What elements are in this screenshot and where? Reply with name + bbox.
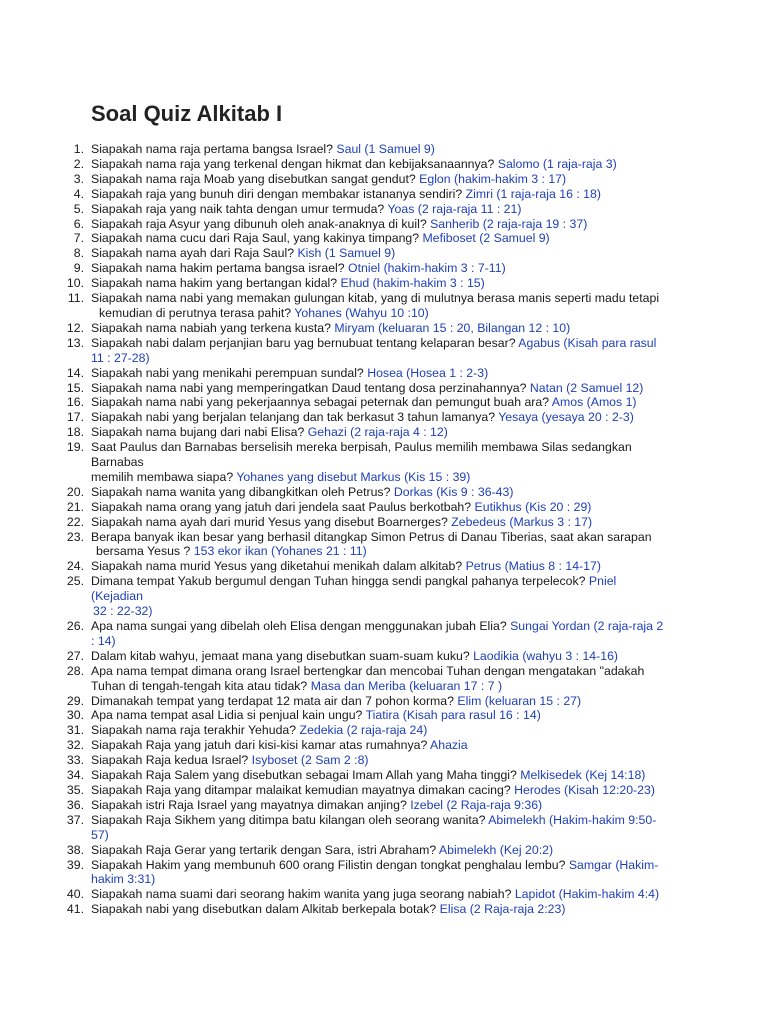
answer-text: Zebedeus (Markus 3 : 17) <box>451 514 593 529</box>
question-line <box>91 559 688 574</box>
question-item <box>0 366 768 381</box>
answer-text: Otniel (hakim-hakim 3 : 7-11) <box>348 261 506 276</box>
question-text: Siapakah Raja yang ditampar malaikat kemudian mayatnya dimakan cacing? <box>91 782 515 797</box>
question-line <box>91 738 688 753</box>
question-text: Apa nama tempat dimana orang Israel bertengkar dan mencobai Tuhan dengan mengatakan "adakah <box>91 663 645 678</box>
question-text: Siapakah nama raja terakhir Yehuda? <box>91 723 300 738</box>
question-line <box>91 157 688 172</box>
question-number: 14. <box>66 365 84 380</box>
question-line <box>91 395 688 410</box>
question-line <box>91 470 688 485</box>
question-line <box>91 679 688 694</box>
question-line <box>91 231 688 246</box>
question-text: Siapakah nama ayah dari Raja Saul? <box>91 246 298 261</box>
question-item <box>0 858 768 888</box>
question-number: 7. <box>73 231 84 246</box>
question-item <box>0 798 768 813</box>
question-line <box>91 202 688 217</box>
question-text: Dimanakah tempat yang terdapat 12 mata air dan 7 pohon korma? <box>91 693 458 708</box>
question-text: Siapakah nama nabi yang memakan gulungan kitab, yang di mulutnya berasa manis seperti madu tetapi <box>91 291 660 306</box>
question-text: Siapakah nabi yang disebutkan dalam Alkitab berkepala botak? <box>91 902 440 917</box>
question-item <box>0 142 768 157</box>
question-item <box>0 157 768 172</box>
question-text: Dalam kitab wahyu, jemaat mana yang disebutkan suam-suam kuku? <box>91 648 474 663</box>
answer-text: Izebel (2 Raja-raja 9:36) <box>410 797 543 812</box>
question-text: Apa nama sungai yang dibelah oleh Elisa dengan menggunakan jubah Elia? <box>91 619 511 633</box>
question-text: Dimana tempat Yakub bergumul dengan Tuhan hingga sendi pangkal pahanya terpelecok? <box>91 574 589 589</box>
answer-text: Pniel <box>588 574 617 589</box>
question-item <box>0 664 768 694</box>
answer-text: Masa dan Meriba (keluaran 17 : 7 ) <box>310 678 503 693</box>
question-line <box>91 306 688 321</box>
question-item <box>0 708 768 723</box>
answer-text: Ahazia <box>430 738 468 753</box>
answer-text: Herodes (Kisah 12:20-23) <box>514 782 655 797</box>
question-item <box>0 440 768 485</box>
question-line <box>91 530 688 545</box>
question-number: 23. <box>66 529 84 544</box>
question-line <box>91 753 688 768</box>
question-text: Siapakah nama raja yang terkenal dengan hikmat dan kebijaksanaannya? <box>91 156 498 171</box>
question-line <box>91 783 688 798</box>
question-number: 32. <box>66 738 84 753</box>
answer-text: (Kejadian <box>91 589 143 604</box>
question-number: 34. <box>66 768 84 783</box>
question-text: Siapakah nama murid Yesus yang diketahui menikah dalam alkitab? <box>91 559 466 574</box>
question-line <box>91 619 688 634</box>
answer-text: Eglon (hakim-hakim 3 : 17) <box>419 171 567 186</box>
question-number: 8. <box>73 246 84 261</box>
question-line <box>91 634 688 649</box>
question-text: Siapakah nama ayah dari murid Yesus yang disebut Boarnerges? <box>91 514 452 529</box>
answer-text: Sungai Yordan (2 raja-raja 2 <box>510 619 664 633</box>
question-line <box>91 410 688 425</box>
answer-text: Lapidot (Hakim-hakim 4:4) <box>514 887 660 902</box>
question-text: Siapakah raja yang bunuh diri dengan membakar istananya sendiri? <box>91 186 466 201</box>
question-line <box>91 723 688 738</box>
question-line <box>91 381 688 396</box>
answer-text: Agabus (Kisah para rasul <box>518 335 657 350</box>
question-item <box>0 515 768 530</box>
answer-text: Isyboset (2 Sam 2 :8) <box>251 753 369 768</box>
answer-text: Mefiboset (2 Samuel 9) <box>422 231 550 246</box>
question-line <box>91 336 688 351</box>
question-text: Apa nama tempat asal Lidia si penjual kain ungu? <box>91 708 366 723</box>
question-item <box>0 843 768 858</box>
question-text: Siapakah Raja Gerar yang tertarik dengan Sara, istri Abraham? <box>91 842 439 857</box>
answer-text: Natan (2 Samuel 12) <box>529 380 644 395</box>
question-number: 3. <box>73 171 84 186</box>
question-number: 16. <box>66 395 84 410</box>
answer-text: Petrus (Matius 8 : 14-17) <box>465 559 601 574</box>
question-text: Siapakah nama hakim pertama bangsa israel? <box>91 261 349 276</box>
question-item <box>0 276 768 291</box>
question-line <box>91 455 688 470</box>
answer-text: hakim 3:31) <box>91 872 156 887</box>
question-item <box>0 902 768 917</box>
question-number: 29. <box>66 693 84 708</box>
question-line <box>91 172 688 187</box>
question-item <box>0 649 768 664</box>
question-text: Siapakah nabi yang berjalan telanjang dan tak berkasut 3 tahun lamanya? <box>91 410 499 425</box>
question-line <box>91 291 688 306</box>
answer-text: Abimelekh (Hakim-hakim 9:50- <box>488 812 657 827</box>
question-number: 4. <box>73 186 84 201</box>
answer-text: Salomo (1 raja-raja 3) <box>497 156 617 171</box>
question-item <box>0 619 768 649</box>
question-text: Siapakah istri Raja Israel yang mayatnya dimakan anjing? <box>91 797 411 812</box>
question-item <box>0 395 768 410</box>
question-number: 30. <box>66 708 84 723</box>
question-line <box>91 440 688 455</box>
question-number: 21. <box>66 499 84 514</box>
question-item <box>0 500 768 515</box>
question-line <box>91 828 688 843</box>
question-list <box>0 142 768 917</box>
answer-text: Dorkas (Kis 9 : 36-43) <box>393 484 514 499</box>
question-item <box>0 887 768 902</box>
question-item <box>0 381 768 396</box>
answer-text: 57) <box>91 827 109 842</box>
question-text: Siapakah raja Asyur yang dibunuh oleh anak-anaknya di kuil? <box>91 216 431 231</box>
question-text: Siapakah nama bujang dari nabi Elisa? <box>91 425 308 440</box>
question-line <box>91 708 688 723</box>
answer-text: Yoas (2 raja-raja 11 : 21) <box>387 201 522 216</box>
question-line <box>91 843 688 858</box>
question-item <box>0 172 768 187</box>
answer-text: Gehazi (2 raja-raja 4 : 12) <box>307 425 448 440</box>
answer-text: Zedekia (2 raja-raja 24) <box>299 723 428 738</box>
question-text: Siapakah Raja kedua Israel? <box>91 753 252 768</box>
answer-text: Amos (Amos 1) <box>551 395 637 410</box>
answer-text: 32 : 22-32) <box>93 604 153 619</box>
question-text: Siapakah nabi dalam perjanjian baru yag bernubuat tentang kelaparan besar? <box>91 335 519 350</box>
question-item <box>0 694 768 709</box>
question-number: 5. <box>73 201 84 216</box>
answer-text: Zimri (1 raja-raja 16 : 18) <box>465 186 601 201</box>
question-number: 15. <box>66 380 84 395</box>
answer-text: Yohanes yang disebut Markus (Kis 15 : 39) <box>236 469 471 484</box>
question-text: Siapakah nama wanita yang dibangkitkan oleh Petrus? <box>91 484 394 499</box>
question-item <box>0 783 768 798</box>
question-line <box>91 544 688 559</box>
question-item <box>0 813 768 843</box>
question-number: 38. <box>66 842 84 857</box>
question-item <box>0 291 768 321</box>
question-number: 37. <box>66 812 84 827</box>
question-number: 41. <box>66 902 84 917</box>
question-line <box>91 664 688 679</box>
question-item <box>0 530 768 560</box>
question-number: 25. <box>66 574 84 589</box>
question-text: Siapakah nama orang yang jatuh dari jendela saat Paulus berkotbah? <box>91 499 475 514</box>
question-text: Siapakah nama nabi yang memperingatkan Daud tentang dosa perzinahannya? <box>91 380 530 395</box>
question-line <box>91 515 688 530</box>
answer-text: Laodikia (wahyu 3 : 14-16) <box>473 648 619 663</box>
question-text: Siapakah nama suami dari seorang hakim wanita yang juga seorang nabiah? <box>91 887 515 902</box>
question-number: 9. <box>73 261 84 276</box>
question-line <box>91 187 688 202</box>
question-number: 10. <box>66 276 84 291</box>
answer-text: Tiatira (Kisah para rasul 16 : 14) <box>365 708 541 723</box>
question-line <box>91 574 688 589</box>
question-text: bersama Yesus ? <box>96 544 194 559</box>
answer-text: Sanherib (2 raja-raja 19 : 37) <box>430 216 588 231</box>
answer-text: Yohanes (Wahyu 10 :10) <box>294 305 429 320</box>
question-item <box>0 753 768 768</box>
question-text: Siapakah Raja Sikhem yang ditimpa batu kilangan oleh seorang wanita? <box>91 812 489 827</box>
question-line <box>91 246 688 261</box>
question-text: Siapakah Raja Salem yang disebutkan sebagai Imam Allah yang Maha tinggi? <box>91 768 521 783</box>
question-item <box>0 202 768 217</box>
question-number: 1. <box>73 142 84 156</box>
question-text: Siapakah nama nabiah yang terkena kusta? <box>91 320 335 335</box>
question-line <box>91 321 688 336</box>
question-number: 2. <box>73 156 84 171</box>
answer-text: Yesaya (yesaya 20 : 2-3) <box>498 410 634 425</box>
question-line <box>91 276 688 291</box>
question-text: Tuhan di tengah-tengah kita atau tidak? <box>91 678 311 693</box>
question-number: 12. <box>66 320 84 335</box>
answer-text: 11 : 27-28) <box>91 350 150 365</box>
question-number: 31. <box>66 723 84 738</box>
question-text: Siapakah raja yang naik tahta dengan umur termuda? <box>91 201 388 216</box>
question-item <box>0 574 768 619</box>
question-line <box>91 872 688 887</box>
question-number: 28. <box>66 663 84 678</box>
question-number: 36. <box>66 797 84 812</box>
answer-text: Samgar (Hakim- <box>568 857 659 872</box>
question-line <box>91 649 688 664</box>
question-item <box>0 738 768 753</box>
question-item <box>0 187 768 202</box>
question-number: 40. <box>66 887 84 902</box>
answer-text: Ehud (hakim-hakim 3 : 15) <box>340 276 485 291</box>
question-item <box>0 336 768 366</box>
question-number: 6. <box>73 216 84 231</box>
answer-text: Hosea (Hosea 1 : 2-3) <box>367 365 489 380</box>
answer-text: Melkisedek (Kej 14:18) <box>520 768 646 783</box>
question-text: Berapa banyak ikan besar yang berhasil ditangkap Simon Petrus di Danau Tiberias, saat akan sarapan <box>91 529 652 544</box>
question-line <box>91 604 688 619</box>
question-number: 19. <box>66 440 84 455</box>
answer-text: Abimelekh (Kej 20:2) <box>438 842 554 857</box>
question-item <box>0 246 768 261</box>
question-text: Siapakah nabi yang menikahi perempuan sundal? <box>91 365 368 380</box>
answer-text: Saul (1 Samuel 9) <box>336 142 435 156</box>
question-line <box>91 813 688 828</box>
question-number: 39. <box>66 857 84 872</box>
question-text: Saat Paulus dan Barnabas berselisih mereka berpisah, Paulus memilih membawa Silas sedangkan <box>91 440 632 455</box>
answer-text: : 14) <box>91 633 116 648</box>
answer-text: Elim (keluaran 15 : 27) <box>457 693 582 708</box>
question-text: Siapakah nama raja Moab yang disebutkan sangat gendut? <box>91 171 420 186</box>
question-number: 18. <box>66 425 84 440</box>
question-item <box>0 723 768 738</box>
question-number: 33. <box>66 753 84 768</box>
question-line <box>91 887 688 902</box>
question-text: kemudian di perutnya terasa pahit? <box>99 305 295 320</box>
question-item <box>0 768 768 783</box>
question-number: 24. <box>66 559 84 574</box>
question-line <box>91 351 688 366</box>
question-text: Siapakah nama cucu dari Raja Saul, yang kakinya timpang? <box>91 231 423 246</box>
question-line <box>91 261 688 276</box>
question-number: 13. <box>66 335 84 350</box>
question-number: 22. <box>66 514 84 529</box>
question-line <box>91 589 688 604</box>
question-text: Siapakah nama raja pertama bangsa Israel? <box>91 142 337 156</box>
answer-text: 153 ekor ikan (Yohanes 21 : 11) <box>193 544 367 559</box>
question-number: 27. <box>66 648 84 663</box>
question-item <box>0 410 768 425</box>
answer-text: Eutikhus (Kis 20 : 29) <box>474 499 592 514</box>
question-text: Siapakah nama nabi yang pekerjaannya sebagai peternak dan pemungut buah ara? <box>91 395 552 410</box>
question-line <box>91 694 688 709</box>
question-line <box>91 858 688 873</box>
question-text: Barnabas <box>91 455 144 470</box>
question-line <box>91 485 688 500</box>
question-item <box>0 425 768 440</box>
question-number: 20. <box>66 484 84 499</box>
question-item <box>0 217 768 232</box>
question-item <box>0 231 768 246</box>
question-item <box>0 485 768 500</box>
question-number: 11. <box>67 291 84 306</box>
question-line <box>91 798 688 813</box>
answer-text: Elisa (2 Raja-raja 2:23) <box>439 902 566 917</box>
question-line <box>91 366 688 381</box>
question-number: 35. <box>66 782 84 797</box>
question-text: Siapakah Raja yang jatuh dari kisi-kisi kamar atas rumahnya? <box>91 738 431 753</box>
question-item <box>0 559 768 574</box>
page-title: Soal Quiz Alkitab I <box>91 101 283 126</box>
question-text: Siapakah nama hakim yang bertangan kidal? <box>91 276 341 291</box>
question-line <box>91 142 688 157</box>
question-item <box>0 321 768 336</box>
question-line <box>91 768 688 783</box>
answer-text: Miryam (keluaran 15 : 20, Bilangan 12 : 10) <box>334 320 571 335</box>
question-number: 26. <box>66 619 84 633</box>
question-item <box>0 261 768 276</box>
question-text: Siapakah Hakim yang membunuh 600 orang Filistin dengan tongkat penghalau lembu? <box>91 857 569 872</box>
question-line <box>91 425 688 440</box>
question-line <box>91 500 688 515</box>
question-text: memilih membawa siapa? <box>91 469 237 484</box>
question-line <box>91 902 688 917</box>
answer-text: Kish (1 Samuel 9) <box>297 246 396 261</box>
question-number: 17. <box>66 410 84 425</box>
question-line <box>91 217 688 232</box>
